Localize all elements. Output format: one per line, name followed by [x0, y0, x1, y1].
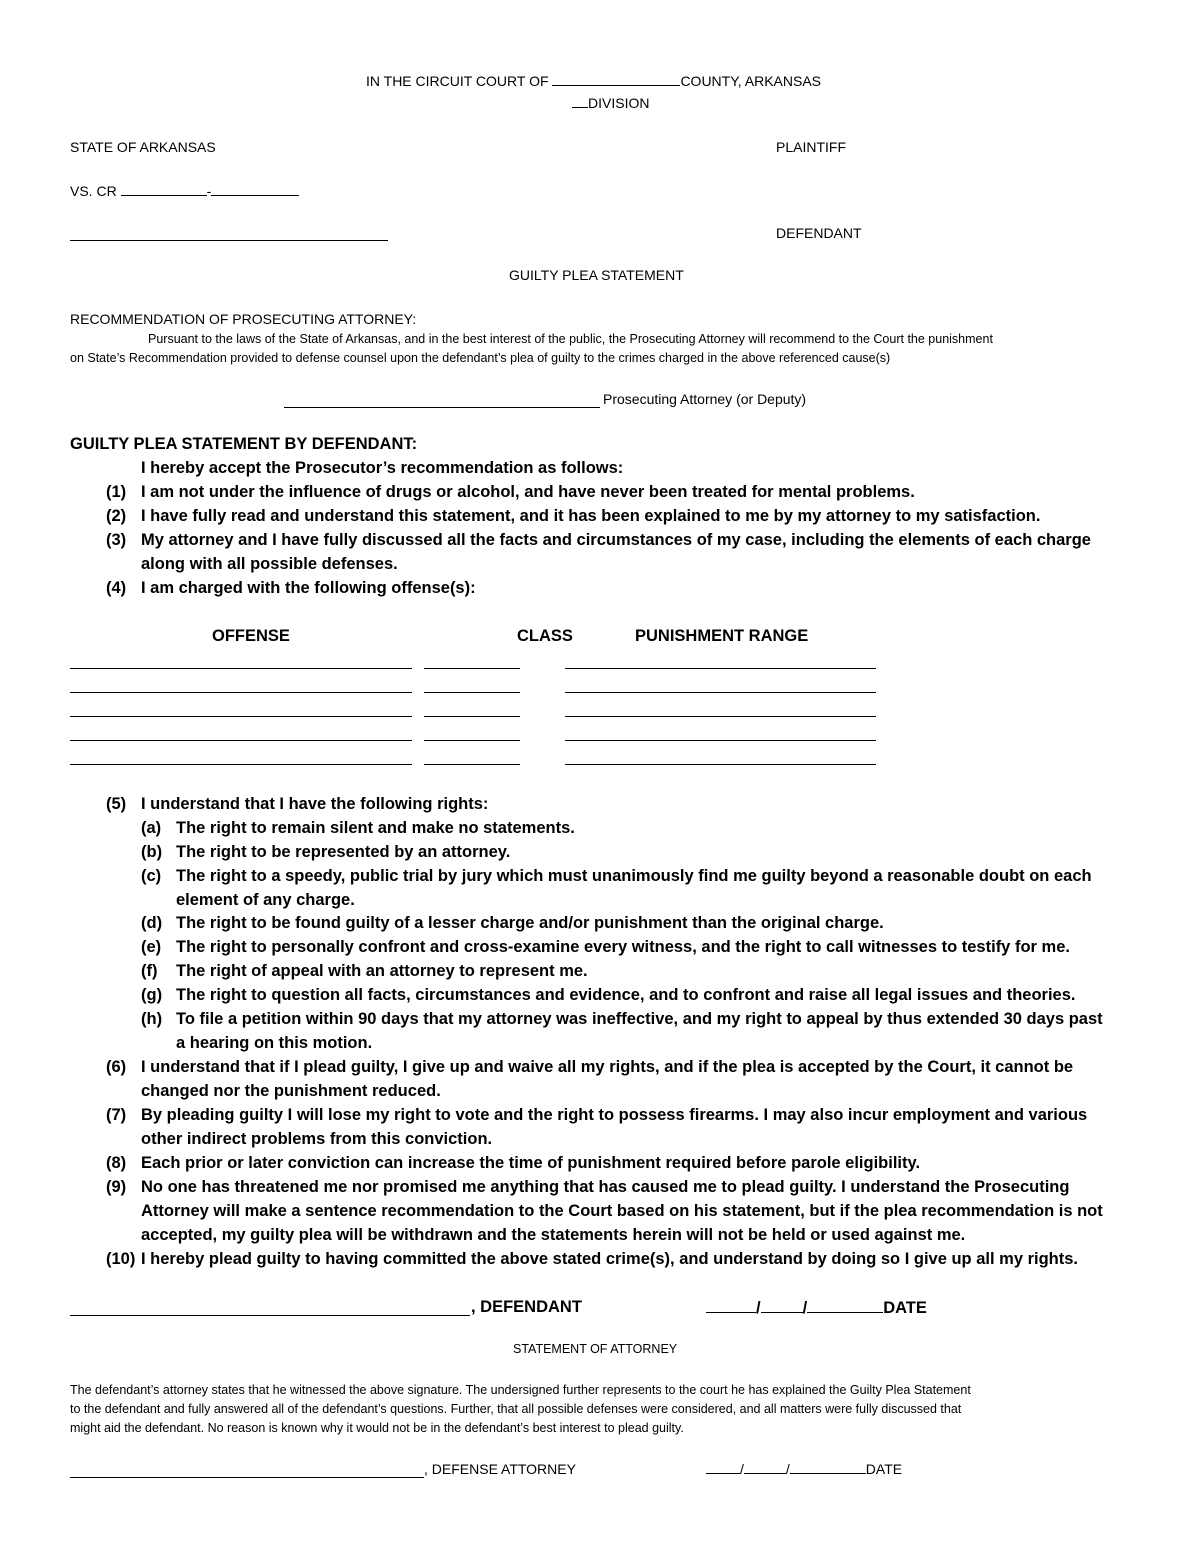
plaintiff-label: PLAINTIFF	[776, 139, 847, 155]
class-line[interactable]	[424, 740, 520, 741]
date-slash: /	[756, 1299, 761, 1317]
item-number: (7)	[106, 1106, 127, 1124]
class-line[interactable]	[424, 668, 520, 669]
item-text: I am charged with the following offense(s):	[141, 579, 476, 597]
item-number: (6)	[106, 1058, 127, 1076]
court-prefix: IN THE CIRCUIT COURT OF	[366, 73, 549, 89]
case-number	[70, 183, 299, 199]
punishment-column-header: PUNISHMENT RANGE	[635, 627, 809, 645]
date-slash: /	[785, 1461, 790, 1477]
division-line	[572, 95, 649, 111]
date-label: DATE	[883, 1299, 927, 1317]
recommendation-heading: RECOMMENDATION OF PROSECUTING ATTORNEY:	[70, 311, 417, 327]
offense-line[interactable]	[70, 740, 412, 741]
attorney-statement-heading: STATEMENT OF ATTORNEY	[513, 1342, 678, 1356]
class-line[interactable]	[424, 692, 520, 693]
case-dash: -	[206, 183, 212, 199]
item-text: Attorney will make a sentence recommendation to the Court based on his statement, but if the plea recommendation is not	[141, 1202, 1103, 1220]
offense-column-header: OFFENSE	[212, 627, 290, 645]
attorney-signature-label: , DEFENSE ATTORNEY	[424, 1461, 576, 1477]
right-text: To file a petition within 90 days that my attorney was ineffective, and my right to appeal by thus extended 30 days past	[176, 1010, 1103, 1028]
item-number: (1)	[106, 483, 127, 501]
date-year-blank[interactable]	[790, 1461, 866, 1474]
attorney-statement-line: The defendant’s attorney states that he witnessed the above signature. The undersigned further represents to the court he has explained the Guilty Plea Statement	[70, 1383, 971, 1397]
right-letter: (e)	[141, 938, 162, 956]
item-number: (9)	[106, 1178, 127, 1196]
prosecutor-signature-line[interactable]	[284, 407, 600, 408]
attorney-statement-line: to the defendant and fully answered all of the defendant’s questions. Further, that all possible defenses were considered, and all matters were fully discussed that	[70, 1402, 962, 1416]
item-text: I have fully read and understand this statement, and it has been explained to me by my attorney to my satisfaction.	[141, 507, 1041, 525]
case-number-blank-2[interactable]	[211, 183, 299, 196]
date-month-blank[interactable]	[706, 1461, 740, 1474]
offense-line[interactable]	[70, 692, 412, 693]
right-text: The right of appeal with an attorney to represent me.	[176, 962, 588, 980]
vs-cr-label: VS. CR	[70, 183, 117, 199]
rights-intro: I understand that I have the following rights:	[141, 795, 489, 813]
attorney-date	[706, 1461, 902, 1477]
punishment-line[interactable]	[565, 716, 876, 717]
defendant-signature-label: , DEFENDANT	[471, 1298, 582, 1316]
punishment-line[interactable]	[565, 668, 876, 669]
right-text: The right to be found guilty of a lesser charge and/or punishment than the original charge.	[176, 914, 884, 932]
defendant-name-line[interactable]	[70, 240, 388, 241]
item-text: Each prior or later conviction can increase the time of punishment required before parole eligibility.	[141, 1154, 921, 1172]
recommendation-line-2: on State’s Recommendation provided to defense counsel upon the defendant’s plea of guilty to the crimes charged in the above referenced cause(s)	[70, 351, 891, 365]
class-line[interactable]	[424, 764, 520, 765]
item-text: accepted, my guilty plea will be withdrawn and the statements herein will not be held or used against me.	[141, 1226, 966, 1244]
right-letter: (c)	[141, 867, 162, 885]
page-title: GUILTY PLEA STATEMENT	[509, 267, 684, 283]
item-number: (2)	[106, 507, 127, 525]
right-letter: (a)	[141, 819, 162, 837]
date-day-blank[interactable]	[761, 1298, 803, 1313]
court-heading	[366, 73, 821, 89]
punishment-line[interactable]	[565, 764, 876, 765]
item-number: (8)	[106, 1154, 127, 1172]
right-letter: (d)	[141, 914, 163, 932]
attorney-statement-line: might aid the defendant. No reason is known why it would not be in the defendant’s best interest to plead guilty.	[70, 1421, 684, 1435]
defendant-signature-line[interactable]	[70, 1315, 470, 1316]
date-day-blank[interactable]	[744, 1461, 786, 1474]
right-text: The right to a speedy, public trial by jury which must unanimously find me guilty beyond a reasonable doubt on each	[176, 867, 1092, 885]
statement-heading: GUILTY PLEA STATEMENT BY DEFENDANT:	[70, 435, 418, 453]
right-letter: (f)	[141, 962, 158, 980]
right-text: The right to be represented by an attorney.	[176, 843, 511, 861]
right-text: The right to question all facts, circumstances and evidence, and to confront and raise all legal issues and theories.	[176, 986, 1076, 1004]
item-text: I understand that if I plead guilty, I give up and waive all my rights, and if the plea is accepted by the Court, it cannot be	[141, 1058, 1074, 1076]
item-text: other indirect problems from this conviction.	[141, 1130, 493, 1148]
recommendation-line-1: Pursuant to the laws of the State of Arkansas, and in the best interest of the public, the Prosecuting Attorney will recommend to the Court the punishment	[148, 332, 993, 346]
defendant-date	[706, 1298, 927, 1318]
date-year-blank[interactable]	[807, 1298, 883, 1313]
offense-line[interactable]	[70, 716, 412, 717]
item-text: changed nor the punishment reduced.	[141, 1082, 441, 1100]
item-text: No one has threatened me nor promised me anything that has caused me to plead guilty. I understand the Prosecuting	[141, 1178, 1070, 1196]
date-label: DATE	[865, 1461, 903, 1477]
item-text: I hereby plead guilty to having committed the above stated crime(s), and understand by doing so I give up all my rights.	[141, 1250, 1078, 1268]
punishment-line[interactable]	[565, 740, 876, 741]
division-blank[interactable]	[572, 95, 588, 108]
item-number: (4)	[106, 579, 127, 597]
right-letter: (h)	[141, 1010, 163, 1028]
offense-line[interactable]	[70, 764, 412, 765]
punishment-line[interactable]	[565, 692, 876, 693]
defendant-label: DEFENDANT	[776, 225, 862, 241]
class-column-header: CLASS	[517, 627, 573, 645]
right-text: a hearing on this motion.	[176, 1034, 373, 1052]
item-text: I am not under the influence of drugs or alcohol, and have never been treated for mental problems.	[141, 483, 915, 501]
county-blank[interactable]	[552, 73, 680, 86]
right-text: The right to remain silent and make no statements.	[176, 819, 575, 837]
item-text: My attorney and I have fully discussed all the facts and circumstances of my case, including the elements of each charge	[141, 531, 1091, 549]
offense-line[interactable]	[70, 668, 412, 669]
date-slash: /	[740, 1461, 744, 1477]
division-label: DIVISION	[588, 95, 650, 111]
item-number: (3)	[106, 531, 127, 549]
class-line[interactable]	[424, 716, 520, 717]
case-number-blank-1[interactable]	[121, 183, 207, 196]
item-number: (5)	[106, 795, 127, 813]
item-text: By pleading guilty I will lose my right to vote and the right to possess firearms. I may also incur employment and various	[141, 1106, 1088, 1124]
date-slash: /	[802, 1299, 808, 1317]
attorney-signature-line[interactable]	[70, 1477, 424, 1478]
prosecutor-signature-label: Prosecuting Attorney (or Deputy)	[603, 391, 807, 407]
state-label: STATE OF ARKANSAS	[70, 139, 216, 155]
right-letter: (b)	[141, 843, 163, 861]
right-letter: (g)	[141, 986, 163, 1004]
right-text: element of any charge.	[176, 891, 355, 909]
court-suffix: COUNTY, ARKANSAS	[680, 73, 821, 89]
statement-intro: I hereby accept the Prosecutor’s recommendation as follows:	[141, 459, 624, 477]
item-number: (10)	[106, 1250, 136, 1268]
item-text: along with all possible defenses.	[141, 555, 398, 573]
date-month-blank[interactable]	[706, 1298, 756, 1313]
right-text: The right to personally confront and cross-examine every witness, and the right to call witnesses to testify for me.	[176, 938, 1070, 956]
